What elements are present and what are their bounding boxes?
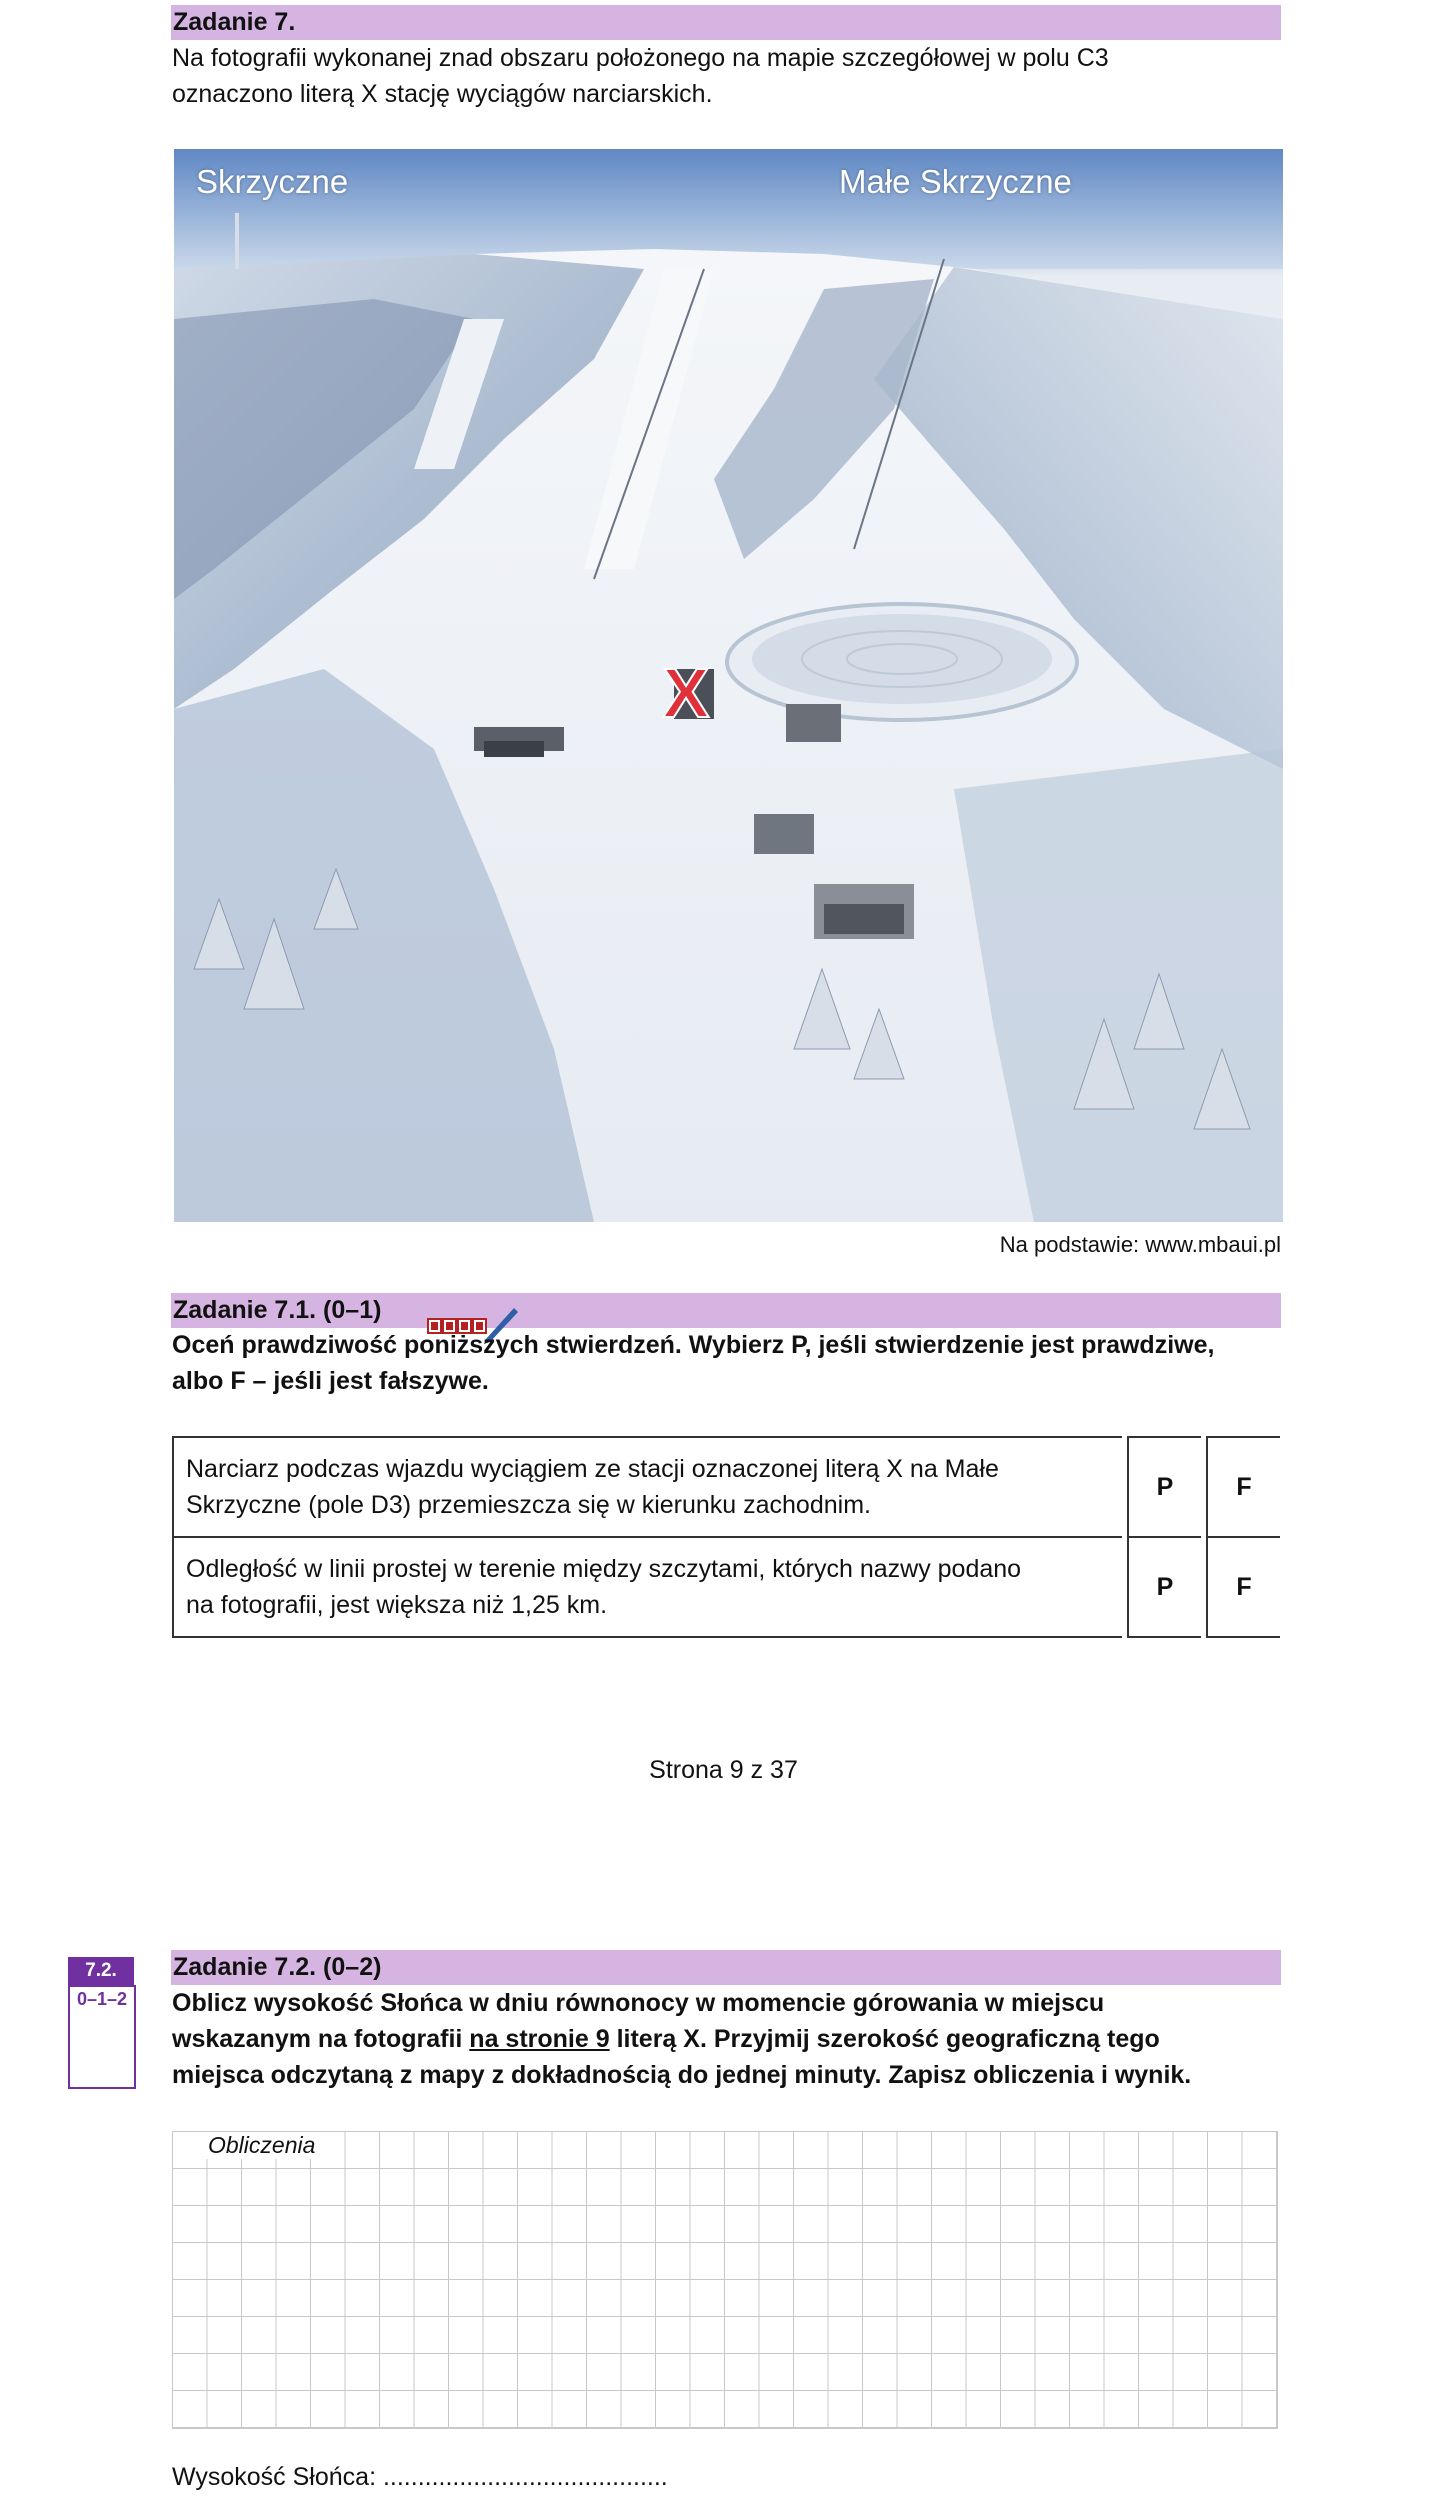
grid-label: Obliczenia bbox=[204, 2132, 319, 2159]
task7-intro-line2: oznaczono literą X stację wyciągów narciarskich. bbox=[172, 80, 713, 108]
task7-intro-line1: Na fotografii wykonanej znad obszaru położonego na mapie szczegółowej w polu C3 bbox=[172, 44, 1109, 72]
score-box-points: 0–1–2 bbox=[68, 1985, 136, 2013]
task72-line2 bbox=[172, 2021, 1160, 2057]
task72-line2-underlined: na stronie 9 bbox=[469, 2025, 610, 2053]
statement-2-line2: na fotografii, jest większa niż 1,25 km. bbox=[186, 1591, 608, 1619]
answer-line[interactable]: Wysokość Słońca: ......................................... bbox=[172, 2463, 668, 2491]
score-box-task: 7.2. bbox=[68, 1957, 134, 1985]
task72-header: Zadanie 7.2. (0–2) bbox=[171, 1950, 1281, 1985]
table-row bbox=[172, 1536, 1280, 1638]
task72-line2-start: wskazanym na fotografii bbox=[172, 2025, 470, 2053]
task71-header-text: Zadanie 7.1. (0–1) bbox=[173, 1296, 382, 1324]
statement-2 bbox=[172, 1536, 1122, 1638]
page-number: Strona 9 z 37 bbox=[649, 1756, 798, 1784]
calculation-grid[interactable] bbox=[172, 2131, 1278, 2429]
task7-header: Zadanie 7. bbox=[171, 5, 1281, 40]
statement-1-line2: Skrzyczne (pole D3) przemieszcza się w kierunku zachodnim. bbox=[186, 1491, 871, 1519]
task71-instr-line1: Oceń prawdziwość poniższych stwierdzeń. Wybierz P, jeśli stwierdzenie jest prawdziwe, bbox=[172, 1331, 1215, 1359]
statement-1-line1: Narciarz podczas wjazdu wyciągiem ze stacji oznaczonej literą X na Małe bbox=[186, 1455, 999, 1483]
statement-2-option-p[interactable]: P bbox=[1127, 1536, 1201, 1638]
task72-line2-end: literą X. Przyjmij szerokość geograficzną tego bbox=[609, 2025, 1160, 2053]
ski-station-photo bbox=[174, 149, 1283, 1222]
photo-label-male-skrzyczne: Małe Skrzyczne bbox=[839, 163, 1072, 200]
task72-line3: miejsca odczytaną z mapy z dokładnością do jednej minuty. Zapisz obliczenia i wynik. bbox=[172, 2061, 1192, 2089]
task72-line1: Oblicz wysokość Słońca w dniu równonocy w momencie górowania w miejscu bbox=[172, 1989, 1105, 2017]
task71-instr-line2: albo F – jeśli jest fałszywe. bbox=[172, 1367, 489, 1395]
score-box-entry[interactable] bbox=[68, 2011, 136, 2089]
table-row bbox=[172, 1436, 1280, 1536]
photo-label-skrzyczne: Skrzyczne bbox=[196, 163, 349, 200]
task71-header bbox=[171, 1293, 1281, 1328]
photo-caption: Na podstawie: www.mbaui.pl bbox=[999, 1232, 1281, 1257]
statement-1 bbox=[172, 1436, 1122, 1536]
station-marker-x: X bbox=[662, 654, 710, 732]
statement-2-line1: Odległość w linii prostej w terenie między szczytami, których nazwy podano bbox=[186, 1555, 1022, 1583]
statement-2-option-f[interactable]: F bbox=[1206, 1536, 1280, 1638]
true-false-table bbox=[172, 1436, 1280, 1638]
statement-1-option-p[interactable]: P bbox=[1127, 1436, 1201, 1536]
statement-1-option-f[interactable]: F bbox=[1206, 1436, 1280, 1536]
